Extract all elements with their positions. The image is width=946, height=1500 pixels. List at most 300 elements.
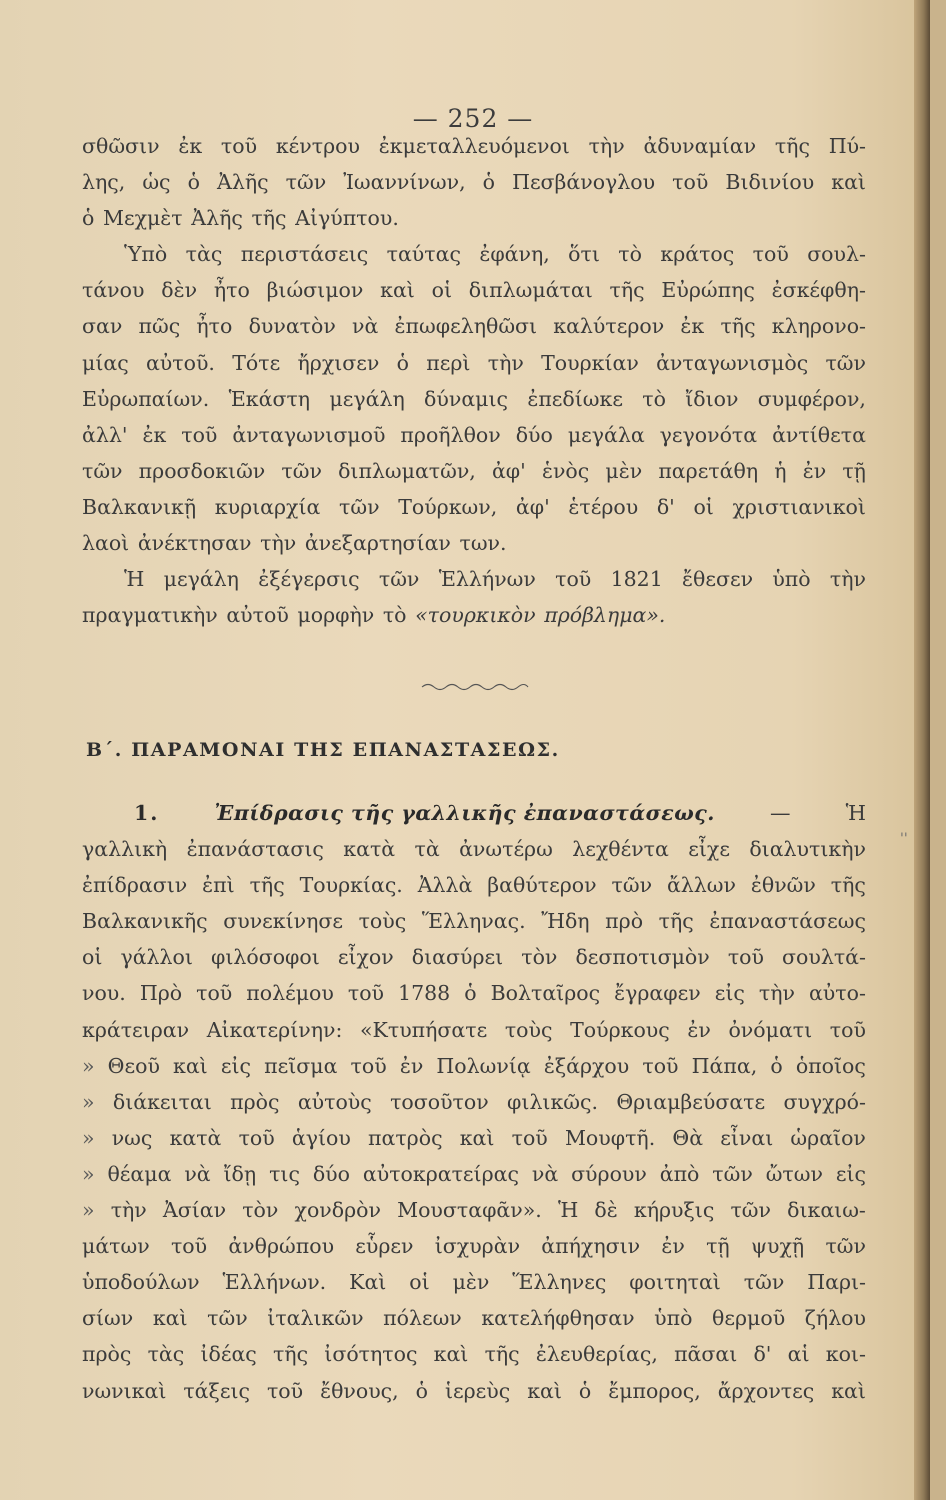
- word: τάνου: [82, 278, 145, 303]
- word: δ': [656, 494, 675, 519]
- word: ἐπὶ: [202, 873, 235, 898]
- word: δὲν: [161, 278, 198, 303]
- word: νου.: [82, 981, 126, 1006]
- subsection-title: Ἐπίδρασις τῆς γαλλικῆς ἐπαναστάσεως.: [214, 801, 715, 825]
- word: λης,: [82, 170, 126, 195]
- word: τὴν: [829, 567, 866, 592]
- bottom-paragraph-line: [82, 1336, 866, 1372]
- top-paragraph-line: [82, 381, 866, 417]
- word: σουλ-: [807, 242, 866, 267]
- word: τὰς: [185, 242, 223, 267]
- word: διαλυτικὴν: [749, 837, 866, 862]
- word: ὤτων: [765, 1161, 823, 1186]
- word: συγχρό-: [783, 1089, 866, 1114]
- word: ἐξάρχου: [543, 1053, 630, 1078]
- word: ἐθνῶν: [750, 873, 816, 898]
- bottom-paragraph-line: [82, 1192, 866, 1228]
- word: ἐν: [399, 1053, 424, 1078]
- word: δὲ: [594, 1198, 618, 1223]
- word: δικαιω-: [787, 1198, 866, 1223]
- word: Ἀλῆς: [191, 206, 243, 231]
- word: τοῦ: [266, 1378, 304, 1403]
- word: ἐλευθερίας,: [535, 1342, 658, 1367]
- word: γεγονότα: [659, 422, 758, 447]
- bottom-paragraph-line: [82, 1120, 866, 1156]
- word: τῶν: [743, 1270, 785, 1295]
- word: κοι-: [825, 1342, 866, 1367]
- word: κράτειραν: [82, 1017, 190, 1042]
- word: περιστάσεις: [240, 242, 369, 267]
- ornament-divider: [420, 680, 530, 694]
- word: ἐκ: [142, 422, 167, 447]
- word: Ἀλῆς: [217, 170, 269, 195]
- word: τοῦ: [642, 1053, 679, 1078]
- word: ὑποδούλων: [82, 1270, 200, 1295]
- word: καὶ: [152, 1306, 188, 1331]
- word: μεγάλη: [163, 567, 239, 592]
- word: ἄρχοντες: [717, 1378, 815, 1403]
- word: καλύτερον: [553, 314, 665, 339]
- word: καὶ: [527, 1378, 562, 1403]
- word: ἄλλων: [666, 873, 736, 898]
- word: ἔθνους,: [320, 1378, 399, 1403]
- word: ἀνταγωνισμοῦ: [232, 422, 386, 447]
- word: τῶν: [281, 458, 322, 483]
- word: ἀφ': [515, 494, 550, 519]
- word: τοῦ: [238, 1125, 275, 1150]
- word: ταύτας: [386, 242, 461, 267]
- word: τὸν: [521, 945, 558, 970]
- word: τοῦ: [752, 242, 789, 267]
- word: Εὐρώπης: [661, 278, 755, 303]
- word: τὸ: [642, 386, 666, 411]
- word: ἐν: [802, 458, 827, 483]
- word: ἑνὸς: [541, 458, 590, 483]
- word: τάξεις: [183, 1378, 250, 1403]
- word: ὡς: [142, 170, 171, 195]
- word: εἰς: [835, 1161, 866, 1186]
- word: κήρυξις: [633, 1198, 715, 1223]
- word: »: [82, 1053, 95, 1078]
- word: Μουσταφᾶν».: [397, 1198, 542, 1223]
- word: ἦτο: [196, 314, 233, 339]
- word: προῆλθον: [400, 422, 501, 447]
- word: νὰ: [184, 1161, 211, 1186]
- word: σουλτά-: [782, 945, 866, 970]
- word: τοὺς: [358, 909, 407, 934]
- top-paragraph-line: [82, 489, 866, 525]
- word: Τούρκων,: [398, 494, 498, 519]
- word: διασύρει: [411, 945, 504, 970]
- word: Ἰωαννίνων,: [343, 170, 466, 195]
- word: τῶν: [825, 350, 866, 375]
- word: τὴν: [588, 134, 625, 158]
- word: ἰταλικῶν: [267, 1306, 364, 1331]
- word: ὀνόματι: [728, 1017, 813, 1042]
- word: τῶν: [611, 873, 653, 898]
- word: τῆς: [251, 206, 287, 231]
- word: τοῦ: [347, 981, 385, 1006]
- word: πραγματικὴν: [82, 603, 218, 628]
- subsection-number: 1.: [134, 801, 160, 825]
- word: ἀπὸ: [659, 1161, 700, 1186]
- word: αὐτοκρατείρας: [362, 1161, 519, 1186]
- word: διάκειται: [112, 1089, 212, 1114]
- word: ἀντίθετα: [772, 422, 866, 447]
- word: αὐτοῦ: [226, 603, 289, 628]
- word: τῶν: [730, 1198, 771, 1223]
- word: ἔθεσεν: [682, 567, 754, 592]
- word: ἐκ: [178, 134, 203, 158]
- word: «τουρκικὸν: [415, 603, 536, 628]
- word: βιώσιμον: [266, 278, 364, 303]
- word: »: [82, 1198, 95, 1223]
- word: μίας: [82, 350, 129, 375]
- word: φιλόσοφοι: [210, 945, 320, 970]
- word: Ἀσίαν: [162, 1198, 227, 1223]
- word: »: [82, 1125, 95, 1150]
- word: πολέμου: [246, 981, 334, 1006]
- word: ἦτο: [213, 278, 250, 303]
- word: ἀνέκτησαν: [137, 531, 252, 556]
- word: ἀλλ': [82, 422, 128, 447]
- bottom-paragraph-line: [82, 867, 866, 903]
- word: ἐν: [661, 1234, 685, 1259]
- word: αἱ: [787, 1342, 810, 1367]
- word: ἰσχυρὰν: [434, 1234, 521, 1259]
- word: εὗρεν: [355, 1234, 414, 1259]
- word: τοῦ: [829, 1017, 866, 1042]
- word: Αἰγύπτου.: [295, 206, 399, 231]
- word: Ἤδη: [541, 909, 590, 934]
- word: χριστιανικοὶ: [732, 494, 866, 519]
- top-paragraph-line: [82, 561, 866, 597]
- word: τοῦ: [511, 1125, 548, 1150]
- bottom-paragraph-line: [82, 903, 866, 939]
- word: Θριαμβεύσατε: [616, 1089, 766, 1114]
- word: βαθύτερον: [487, 873, 597, 898]
- word: Θὰ: [672, 1125, 704, 1150]
- top-paragraph-line: [82, 272, 866, 308]
- word: ὑπὸ: [772, 567, 811, 592]
- word: καὶ: [831, 170, 866, 195]
- word: δύο: [312, 1161, 350, 1186]
- word: πόλεων: [383, 1306, 462, 1331]
- word: φιλικῶς.: [507, 1089, 598, 1114]
- word: αὐτο-: [808, 981, 866, 1006]
- word: εἶναι: [720, 1125, 774, 1150]
- word: ἡ: [774, 458, 787, 483]
- top-paragraph-line: [82, 236, 866, 272]
- word: Ἡ: [557, 1198, 579, 1223]
- word: εἶχον: [337, 945, 394, 970]
- word: πῶς: [138, 314, 181, 339]
- word: τοῦ: [220, 134, 258, 158]
- word: ἔμπορος,: [608, 1378, 701, 1403]
- bottom-paragraph-line: [82, 831, 866, 867]
- word: σίων: [82, 1306, 134, 1331]
- word: τῶν: [339, 494, 380, 519]
- bottom-paragraph-line: [82, 1048, 866, 1084]
- top-paragraph-line: [82, 453, 866, 489]
- word: καὶ: [831, 1378, 866, 1403]
- word: σύρουν: [571, 1161, 647, 1186]
- word: ὁ: [770, 1053, 783, 1078]
- word: ἐκμεταλλευόμενοι: [378, 134, 570, 158]
- word: Ἑλλήνων: [438, 567, 536, 592]
- word: εἰς: [220, 1053, 251, 1078]
- word: Εὐρωπαίων.: [82, 386, 210, 411]
- word: 1788: [398, 981, 451, 1006]
- word: δύναμις: [424, 386, 508, 411]
- word: συμφέρον,: [757, 386, 866, 411]
- word: τῆς: [658, 909, 694, 934]
- word: Μεχμὲτ: [102, 206, 183, 231]
- word: τῶν: [285, 170, 327, 195]
- word: »: [82, 1161, 95, 1186]
- word: ἐν: [687, 1017, 711, 1042]
- word: των.: [459, 531, 507, 556]
- word: μεγάλη: [329, 386, 405, 411]
- word: Παρι-: [807, 1270, 866, 1295]
- word: κατὰ: [169, 1125, 222, 1150]
- word: τοῦ: [555, 567, 592, 592]
- word: δύο: [515, 422, 553, 447]
- word: τῶν: [712, 1161, 753, 1186]
- word: ὁποῖος: [795, 1053, 866, 1078]
- word: ἑτέρου: [568, 494, 639, 519]
- word: ὁ: [578, 1378, 592, 1403]
- word: τὰ: [414, 837, 440, 862]
- word: Ἕλληνες: [512, 1270, 607, 1295]
- word: μὲν: [452, 1270, 490, 1295]
- word: προσδοκιῶν: [138, 458, 266, 483]
- word: 1821: [610, 567, 663, 592]
- word: τοὺς: [504, 1017, 553, 1042]
- word: ἀνθρώπου: [228, 1234, 335, 1259]
- word: ὁ: [187, 170, 200, 195]
- word: ἐπεδίωκε: [527, 386, 623, 411]
- word: τῆς: [272, 1342, 309, 1367]
- top-paragraph-line: [82, 308, 866, 344]
- word: μάτων: [82, 1234, 150, 1259]
- word: Πάπα,: [691, 1053, 758, 1078]
- top-paragraph-line: [82, 164, 866, 200]
- word: λαοὶ: [82, 531, 130, 556]
- word: Μουφτῆ.: [564, 1125, 656, 1150]
- word: τῆς: [720, 314, 756, 339]
- word: Πρὸ: [139, 981, 183, 1006]
- word: κέντρου: [275, 134, 360, 158]
- word: κράτος: [660, 242, 735, 267]
- word: ἱερεὺς: [444, 1378, 511, 1403]
- word: Ἀλλὰ: [417, 873, 473, 898]
- word: νὰ: [531, 1161, 559, 1186]
- word: ἔγραφεν: [614, 981, 701, 1006]
- word: θέαμα: [107, 1161, 172, 1186]
- word: συνεκίνησε: [223, 909, 343, 934]
- bottom-paragraph-line: [82, 1228, 866, 1264]
- em-dash: —: [769, 801, 791, 825]
- word: τοσοῦτον: [390, 1089, 489, 1114]
- word: τῶν: [825, 1234, 866, 1259]
- word: πρὸς: [82, 1342, 132, 1367]
- word: Τουρκίαν: [541, 350, 639, 375]
- word: τοῦ: [196, 981, 233, 1006]
- word: τὴν: [758, 981, 795, 1006]
- word: Τούρκους: [570, 1017, 670, 1042]
- word: ἐπανάστασις: [186, 837, 324, 862]
- word: ἴδιον: [685, 386, 739, 411]
- subsection-heading-line: [82, 795, 866, 831]
- word: τοῦ: [350, 1053, 387, 1078]
- word: σαν: [82, 314, 123, 339]
- word: δεσποτισμὸν: [575, 945, 710, 970]
- word: τῆς: [609, 278, 645, 303]
- word: ὁ: [464, 981, 477, 1006]
- word: μορφὴν: [297, 603, 375, 628]
- word: Βαλκανικῆς: [82, 909, 208, 934]
- word: σθῶσιν: [82, 134, 160, 158]
- word: αὐτοὺς: [297, 1089, 372, 1114]
- word: θερμοῦ: [712, 1306, 786, 1331]
- word: Πύ-: [828, 134, 866, 158]
- word: ἁγίου: [291, 1125, 351, 1150]
- word: τῆς: [249, 873, 285, 898]
- page-edge: [914, 0, 930, 1500]
- word: παρετάθη: [658, 458, 759, 483]
- word: Θεοῦ: [107, 1053, 160, 1078]
- word: ψυχῇ: [750, 1234, 805, 1259]
- top-paragraph-line: [82, 597, 866, 633]
- page-number: — 252 —: [412, 104, 534, 133]
- word: τοῦ: [672, 170, 709, 195]
- word: ἀφ': [491, 458, 526, 483]
- word: «Κτυπήσατε: [360, 1017, 488, 1042]
- word: ὡραῖον: [790, 1125, 866, 1150]
- word: τὰς: [147, 1342, 185, 1367]
- word: γαλλικὴ: [82, 837, 168, 862]
- word: ὁ: [396, 350, 409, 375]
- word: ἰδέας: [200, 1342, 257, 1367]
- word: ἴδῃ: [223, 1161, 257, 1186]
- word: ἰσότητος: [324, 1342, 418, 1367]
- word: Ἡ: [124, 567, 145, 592]
- word: τὴν: [110, 1198, 147, 1223]
- word: διπλωματῶν,: [338, 458, 476, 483]
- word: νὰ: [352, 314, 379, 339]
- word: »: [82, 1089, 95, 1114]
- word: ἀνωτέρω: [459, 837, 553, 862]
- word: Βιδινίου: [725, 170, 815, 195]
- word: εἶχε: [688, 837, 730, 862]
- word: ἐπωφεληθῶσι: [394, 314, 538, 339]
- word: κυριαρχία: [214, 494, 321, 519]
- word: Πεσβάνογλου: [512, 170, 656, 195]
- word: ὁ: [482, 170, 495, 195]
- word: δ': [753, 1342, 772, 1367]
- word: ἐπίδρασιν: [82, 873, 188, 898]
- word: τοῦ: [170, 1234, 208, 1259]
- word: Βαλκανικῇ: [82, 494, 197, 519]
- top-paragraph-line: [82, 128, 866, 164]
- word: πρόβλημα».: [544, 603, 666, 628]
- word: πρὸ: [605, 909, 644, 934]
- word: καὶ: [459, 1125, 495, 1150]
- word: περὶ: [426, 350, 471, 375]
- margin-mark: '': [900, 831, 908, 847]
- word: λεχθέντα: [572, 837, 669, 862]
- word: ὁ: [415, 1378, 428, 1403]
- top-paragraph-line: [82, 345, 866, 381]
- paragraph-block-bottom: [82, 795, 866, 1409]
- word: ἐφάνη,: [479, 242, 550, 267]
- word: Πολωνίᾳ: [436, 1053, 531, 1078]
- word: τῆς: [774, 134, 810, 158]
- word: ἐξέγερσις: [258, 567, 360, 592]
- word: ὅτι: [568, 242, 600, 267]
- word: τῇ: [842, 458, 866, 483]
- paragraph-block-top: [82, 128, 866, 633]
- top-paragraph-line: [82, 525, 866, 561]
- word: κατελήφθησαν: [481, 1306, 635, 1331]
- word: χονδρὸν: [294, 1198, 381, 1223]
- word: οἱ: [409, 1270, 430, 1295]
- word: τις: [269, 1161, 300, 1186]
- word: αὐτοῦ.: [145, 350, 215, 375]
- word: κληρονο-: [771, 314, 866, 339]
- word: τῶν: [82, 458, 123, 483]
- word: τὴν: [260, 531, 297, 556]
- word: τὴν: [487, 350, 524, 375]
- word: νωνικαὶ: [82, 1378, 167, 1403]
- word: τοῦ: [181, 422, 218, 447]
- top-paragraph-line: [82, 417, 866, 453]
- word: τὸ: [382, 603, 407, 628]
- bottom-paragraph-line: [82, 939, 866, 975]
- word: ἀπήχησιν: [541, 1234, 641, 1259]
- bottom-paragraph-line: [82, 1084, 866, 1120]
- word: καὶ: [173, 1053, 208, 1078]
- word: Ὑπὸ: [124, 242, 168, 267]
- word: καὶ: [433, 1342, 469, 1367]
- word: ὁ: [82, 206, 95, 231]
- word: Αἰκατερίνην:: [206, 1017, 343, 1042]
- word: κατὰ: [343, 837, 396, 862]
- word: Τουρκίας.: [299, 873, 403, 898]
- word: πεῖσμα: [264, 1053, 338, 1078]
- word: Ἑλλήνων.: [222, 1270, 327, 1295]
- word: δυνατὸν: [248, 314, 336, 339]
- word: εἰς: [714, 981, 745, 1006]
- word: πρὸς: [230, 1089, 280, 1114]
- word: Καὶ: [349, 1270, 387, 1295]
- word: οἱ: [431, 278, 452, 303]
- word: Τότε: [232, 350, 281, 375]
- word: πατρὸς: [368, 1125, 443, 1150]
- bottom-paragraph-line: [82, 975, 866, 1011]
- word: τῶν: [378, 567, 420, 592]
- word: ὑπὸ: [654, 1306, 693, 1331]
- word: Ἡ: [845, 801, 866, 825]
- word: ἤρχισεν: [297, 350, 380, 375]
- word: οἱ: [82, 945, 103, 970]
- word: τῇ: [706, 1234, 730, 1259]
- word: γάλλοι: [120, 945, 193, 970]
- word: ἀνεξαρτησίαν: [304, 531, 451, 556]
- word: μεγάλα: [567, 422, 645, 447]
- top-paragraph-line: [82, 200, 866, 236]
